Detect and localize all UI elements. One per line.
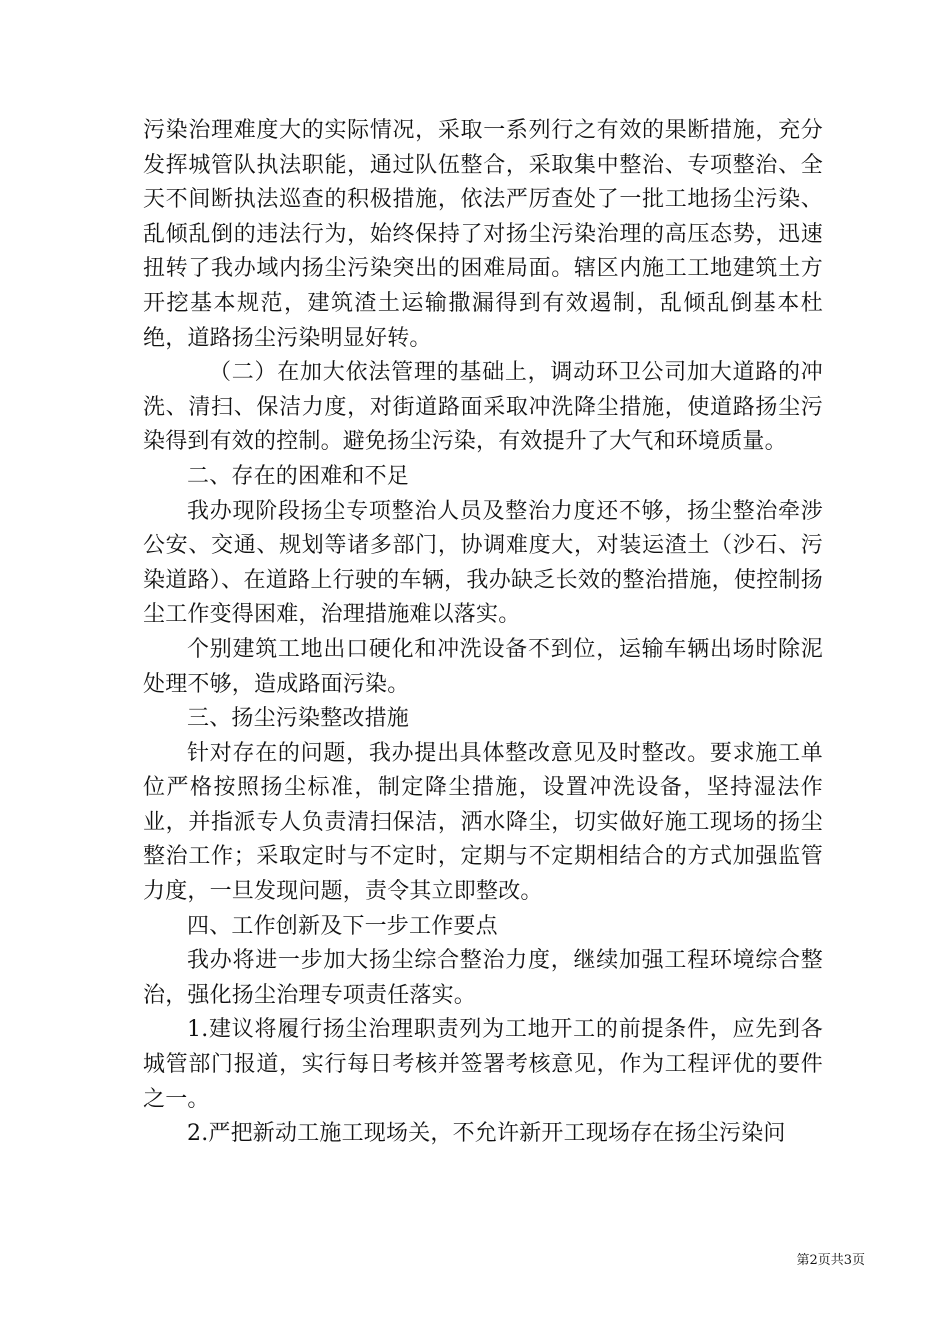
paragraph-2: （二）在加大依法管理的基础上，调动环卫公司加大道路的冲洗、清扫、保洁力度，对街道路面采取冲洗降尘措施，使道路扬尘污染得到有效的控制。避免扬尘污染，有效提升了大气和环境质量。 (143, 360, 823, 455)
section-heading-2: 二、存在的困难和不足 (187, 463, 410, 489)
paragraph-6: 我办将进一步加大扬尘综合整治力度，继续加强工程环境综合整治，强化扬尘治理专项责任落实。 (143, 948, 823, 1008)
list-item-1: 1.建议将履行扬尘治理职责列为工地开工的前提条件，应先到各城管部门报道，实行每日考核并签署考核意见，作为工程评优的要件之一。 (143, 1017, 823, 1112)
document-body (143, 114, 823, 1152)
paragraph-4: 个别建筑工地出口硬化和冲洗设备不到位，运输车辆出场时除泥处理不够，造成路面污染。 (143, 636, 823, 697)
page-number: 第2页共3页 (796, 1253, 865, 1268)
section-heading-3: 三、扬尘污染整改措施 (187, 706, 410, 732)
paragraph-1: 污染治理难度大的实际情况，采取一系列行之有效的果断措施，充分发挥城管队执法职能，通过队伍整合，采取集中整治、专项整治、全天不间断执法巡查的积极措施，依法严厉查处了一批工地扬尘污染、乱倾乱倒的违法行为，始终保持了对扬尘污染治理的高压态势，迅速扭转了我办域内扬尘污染突出的困难局面。辖区内施工工地建筑土方开挖基本规范，建筑渣土运输撒漏得到有效遏制，乱倾乱倒基本杜绝，道路扬尘污染明显好转。 (143, 118, 823, 351)
section-heading-4: 四、工作创新及下一步工作要点 (187, 913, 498, 939)
paragraph-3: 我办现阶段扬尘专项整治人员及整治力度还不够，扬尘整治牵涉公安、交通、规划等诸多部门，协调难度大，对装运渣土（沙石、污染道路）、在道路上行驶的车辆，我办缺乏长效的整治措施，使控制扬尘工作变得困难，治理措施难以落实。 (143, 498, 823, 628)
paragraph-5: 针对存在的问题，我办提出具体整改意见及时整改。要求施工单位严格按照扬尘标准，制定降尘措施，设置冲洗设备，坚持湿法作业，并指派专人负责清扫保洁，洒水降尘，切实做好施工现场的扬尘整治工作；采取定时与不定时，定期与不定期相结合的方式加强监管力度，一旦发现问题，责令其立即整改。 (143, 740, 823, 905)
list-item-2: 2.严把新动工施工现场关，不允许新开工现场存在扬尘污染问 (187, 1121, 786, 1147)
